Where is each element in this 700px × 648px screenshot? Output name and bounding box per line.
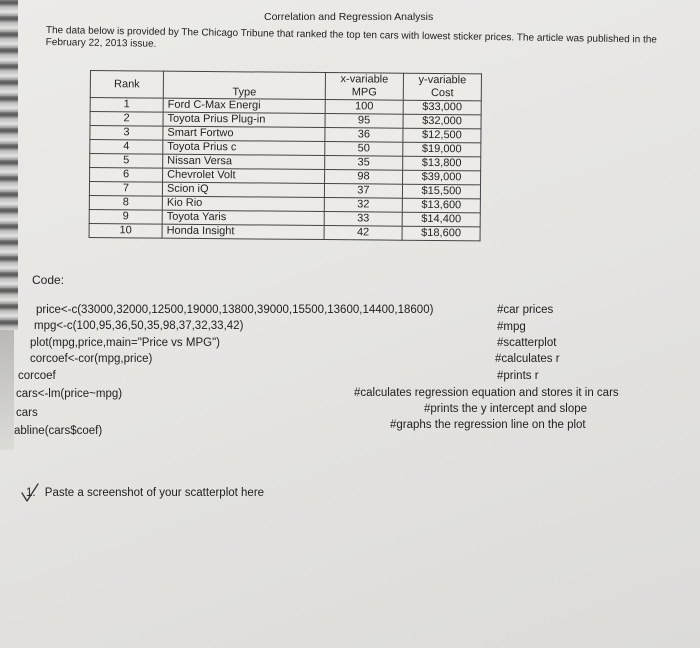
code-comment: #calculates r <box>495 353 560 365</box>
cell-type: Toyota Prius c <box>163 140 325 155</box>
header-mpg: x-variable MPG <box>325 73 403 101</box>
cell-mpg: 50 <box>325 142 403 157</box>
code-comment: #scatterplot <box>497 337 557 349</box>
cell-rank: 7 <box>89 182 162 197</box>
code-line: plot(mpg,price,main="Price vs MPG") <box>30 337 220 349</box>
spiral-binding <box>0 0 18 330</box>
cell-rank: 9 <box>89 209 162 224</box>
code-line: abline(cars$coef) <box>14 425 103 437</box>
cell-cost: $12,500 <box>403 128 481 143</box>
cell-mpg: 33 <box>324 212 402 227</box>
cell-mpg: 95 <box>325 114 403 129</box>
table-header-row <box>90 71 481 101</box>
cell-rank: 10 <box>89 223 162 238</box>
cell-cost: $39,000 <box>403 170 481 185</box>
cell-rank: 4 <box>90 140 163 155</box>
cell-cost: $13,600 <box>402 198 480 213</box>
cell-mpg: 37 <box>324 184 402 199</box>
code-line: price<-c(33000,32000,12500,19000,13800,39000,15500,13600,14400,18600) <box>36 304 434 316</box>
cell-mpg: 35 <box>325 156 403 171</box>
table-row <box>89 223 480 240</box>
binding-shadow <box>0 330 14 450</box>
header-type: Type <box>163 71 325 99</box>
cell-mpg: 100 <box>325 100 403 115</box>
cell-type: Scion iQ <box>162 182 324 197</box>
cell-rank: 3 <box>90 126 163 141</box>
cell-type: Nissan Versa <box>163 154 325 169</box>
cell-cost: $14,400 <box>402 212 480 227</box>
header-cost: y-variable Cost <box>403 73 481 101</box>
cell-mpg: 98 <box>325 170 403 185</box>
cell-cost: $18,600 <box>402 226 480 241</box>
cell-rank: 8 <box>89 195 162 210</box>
task-item <box>22 487 265 499</box>
code-comment: #calculates regression equation and stores it in cars <box>354 387 619 399</box>
cell-rank: 2 <box>90 112 163 127</box>
cell-mpg: 42 <box>324 226 402 241</box>
cell-cost: $13,800 <box>403 156 481 171</box>
cell-mpg: 36 <box>325 128 403 143</box>
task-number: 1. <box>26 487 36 499</box>
cell-rank: 6 <box>90 168 163 183</box>
code-comment: #mpg <box>497 321 526 333</box>
page-title: Correlation and Regression Analysis <box>264 11 434 23</box>
cars-table <box>89 70 482 241</box>
cell-cost: $19,000 <box>403 142 481 157</box>
cell-type: Toyota Yaris <box>162 210 324 225</box>
task-text: Paste a screenshot of your scatterplot here <box>44 487 265 499</box>
header-rank: Rank <box>90 71 163 99</box>
cell-type: Toyota Prius Plug-in <box>163 112 325 127</box>
cell-type: Ford C-Max Energi <box>163 98 325 113</box>
cell-mpg: 32 <box>324 198 402 213</box>
code-line: corcoef<-cor(mpg,price) <box>30 353 153 365</box>
code-comment: #car prices <box>497 304 554 316</box>
cell-cost: $33,000 <box>403 100 481 115</box>
code-comment: #graphs the regression line on the plot <box>390 419 586 431</box>
cell-rank: 1 <box>90 98 163 113</box>
code-line: cars<-lm(price~mpg) <box>16 388 123 400</box>
cell-type: Kio Rio <box>162 196 324 211</box>
cell-type: Chevrolet Volt <box>163 168 325 183</box>
code-comment: #prints the y intercept and slope <box>424 403 588 415</box>
cell-cost: $32,000 <box>403 114 481 129</box>
code-line: mpg<-c(100,95,36,50,35,98,37,32,33,42) <box>34 320 244 332</box>
cell-rank: 5 <box>90 154 163 169</box>
code-line: cars <box>16 407 38 419</box>
cell-type: Honda Insight <box>162 224 324 239</box>
intro-paragraph: The data below is provided by The Chicago Tribune that ranked the top ten cars with lowest sticker prices. The article was published in the February 22, 2013 issue. <box>45 25 658 50</box>
code-label: Code: <box>32 273 65 287</box>
cell-type: Smart Fortwo <box>163 126 325 141</box>
code-line: corcoef <box>18 370 56 382</box>
code-comment: #prints r <box>497 370 539 382</box>
cell-cost: $15,500 <box>402 184 480 199</box>
